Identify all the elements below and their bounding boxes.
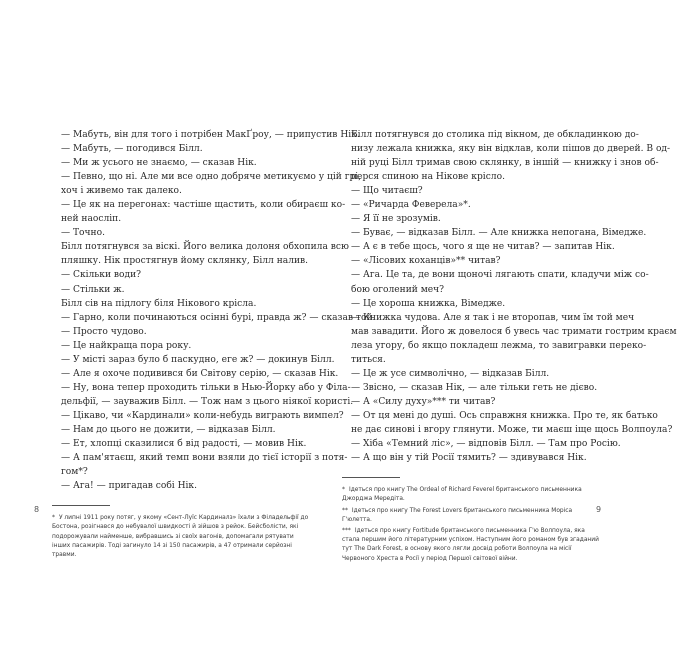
text-line: — Це ж усе символічно, — відказав Білл. bbox=[351, 368, 550, 379]
footnote-text: Ідеться про книгу The Forest Lovers британського письменника Моріса Г'юлетта. bbox=[342, 507, 573, 523]
text-line: — А «Силу духу»*** ти читав? bbox=[351, 396, 496, 407]
text-line: дельфії, — зауважив Білл. — Тож нам з цього ніякої користі. bbox=[61, 396, 354, 407]
text-line: — Ага! — пригадав собі Нік. bbox=[61, 481, 198, 492]
text-line: — Гарно, коли починаються осінні бурі, правда ж? — сказав той. bbox=[61, 312, 376, 323]
footnote bbox=[342, 507, 601, 525]
text-line: — Це найкраща пора року. bbox=[61, 340, 192, 351]
text-line: — «Ричарда Феверела»*. bbox=[351, 200, 471, 211]
text-line: — Цікаво, чи «Кардинали» коли-небудь виграють вимпел? bbox=[61, 410, 344, 421]
footnote-text: Ідеться про книгу The Ordeal of Richard Feverel британського письменника Джорджа Мередіта. bbox=[342, 487, 582, 503]
text-line: — Скільки води? bbox=[61, 270, 142, 281]
text-line: Білл потягнувся до столика під вікном, де обкладинкою до- bbox=[351, 130, 639, 140]
text-line: — А є в тебе щось, чого я ще не читав? — запитав Нік. bbox=[351, 242, 615, 253]
text-line: — Точно. bbox=[61, 228, 105, 239]
footnote-mark: *** bbox=[342, 527, 351, 534]
text-line: — Хіба «Темний ліс», — відповів Білл. — Там про Росію. bbox=[351, 439, 621, 450]
footnote-text: У липні 1911 року потяг, у якому «Сент-Луїс Кардиналз» їхали з Філадельфії до Бостона, розігнався до небувалої швидкості й зійшов з рейок. Бейсболісти, які подорожували найменше, вибравшись зі своїх вагонів, допомагали рятувати інших пасажирів. Тоді загинуло 14 зі 150 пасажирів, а 47 отримали серйозні травми. bbox=[52, 515, 309, 559]
text-line: — Нам до цього не дожити, — відказав Білл. bbox=[61, 424, 276, 435]
text-line: — Певно, що ні. Але ми все одно добряче метикуємо у цій грі, bbox=[61, 172, 362, 183]
left-page-footnotes bbox=[52, 514, 311, 560]
right-page-body bbox=[342, 128, 677, 465]
text-line: — Буває, — відказав Білл. — Але книжка непогана, Вімедже. bbox=[351, 228, 647, 239]
text-line: — Мабуть, він для того і потрібен МакҐроу, — припустив Нік. bbox=[61, 130, 360, 140]
text-line: хоч і живемо так далеко. bbox=[61, 186, 182, 197]
text-line: — А що він у тій Росії тямить? — здивувався Нік. bbox=[351, 453, 587, 464]
footnote bbox=[52, 514, 311, 560]
page-number-left: 8 bbox=[34, 505, 40, 514]
text-line: низу лежала книжка, яку він відклав, коли пішов до дверей. В од- bbox=[351, 144, 671, 155]
text-line: — «Лісових коханців»** читав? bbox=[351, 256, 501, 267]
text-line: — Це як на перегонах: частіше щастить, коли обираєш ко- bbox=[61, 200, 346, 211]
text-line: — Ну, вона тепер проходить тільки в Нью-Йорку або у Філа- bbox=[61, 382, 351, 393]
text-line: — Що читаєш? bbox=[351, 186, 423, 197]
text-line: ній руці Білл тримав свою склянку, в іншій — книжку і знов об- bbox=[351, 158, 659, 169]
text-line: — А пам'ятаєш, який темп вони взяли до тієї історії з потя- bbox=[61, 453, 348, 464]
text-line: Білл потягнувся за віскі. Його велика долоня обхопила всю bbox=[61, 242, 349, 253]
footnote bbox=[342, 527, 601, 564]
footnote-rule bbox=[52, 505, 110, 506]
text-line: пляшку. Нік простягнув йому склянку, Білл налив. bbox=[61, 256, 309, 267]
text-line: — Я її не зрозумів. bbox=[351, 214, 441, 225]
footnote bbox=[342, 486, 601, 504]
text-line: бою оголений меч? bbox=[351, 284, 445, 295]
text-line: — Стільки ж. bbox=[61, 284, 125, 295]
text-line: — У місті зараз було б паскудно, еге ж? — докинув Білл. bbox=[61, 354, 335, 365]
text-line: — Мабуть, — погодився Білл. bbox=[61, 144, 203, 155]
text-line: — Книжка чудова. Але я так і не второпав, чим їм той меч bbox=[351, 312, 635, 323]
right-page bbox=[342, 128, 677, 566]
text-line: — Ми ж усього не знаємо, — сказав Нік. bbox=[61, 158, 257, 169]
text-line: не дає синові і вгору глянути. Може, ти маєш іще щось Волпоула? bbox=[351, 424, 673, 435]
text-line: гом*? bbox=[61, 467, 88, 478]
right-page-footnotes bbox=[342, 486, 601, 564]
footnote-mark: * bbox=[52, 515, 55, 522]
text-line: — Звісно, — сказав Нік, — але тільки геть не дієво. bbox=[351, 382, 598, 393]
text-line: Білл сів на підлогу біля Нікового крісла. bbox=[61, 298, 257, 309]
footnote-mark: ** bbox=[342, 507, 348, 514]
text-line: — От ця мені до душі. Ось справжня книжка. Про те, як батько bbox=[351, 410, 658, 421]
page-number-right: 9 bbox=[596, 505, 602, 514]
footnote-text: Ідеться про книгу Fortitude британського письменника Г'ю Волпоула, яка стала першим його літературним успіхом. Наступним його романом був згаданий тут The Dark Forest, в основу якого лягли досвід роботи Волпоула на місії Червоного Хреста в Росії у період Першої світової війни. bbox=[342, 527, 599, 562]
footnote-mark: * bbox=[342, 487, 345, 494]
text-line: — Ет, хлопці сказилися б від радості, — мовив Нік. bbox=[61, 439, 307, 450]
text-line: ней наосліп. bbox=[61, 214, 122, 225]
text-line: — Просто чудово. bbox=[61, 326, 147, 337]
text-line: — Це хороша книжка, Вімедже. bbox=[351, 298, 506, 309]
text-line: мав завадити. Його ж довелося б увесь час тримати гострим краєм bbox=[351, 326, 677, 337]
text-line: — Але я охоче подивився би Світову серію, — сказав Нік. bbox=[61, 368, 339, 379]
text-line: леза угору, бо якщо покладеш лежма, то завигравки переко- bbox=[351, 340, 647, 351]
text-line: — Ага. Це та, де вони щоночі лягають спати, кладучи між со- bbox=[351, 270, 649, 281]
text-line: титься. bbox=[351, 354, 386, 365]
text-line: перся спиною на Нікове крісло. bbox=[351, 172, 505, 183]
footnote-rule bbox=[342, 477, 400, 478]
